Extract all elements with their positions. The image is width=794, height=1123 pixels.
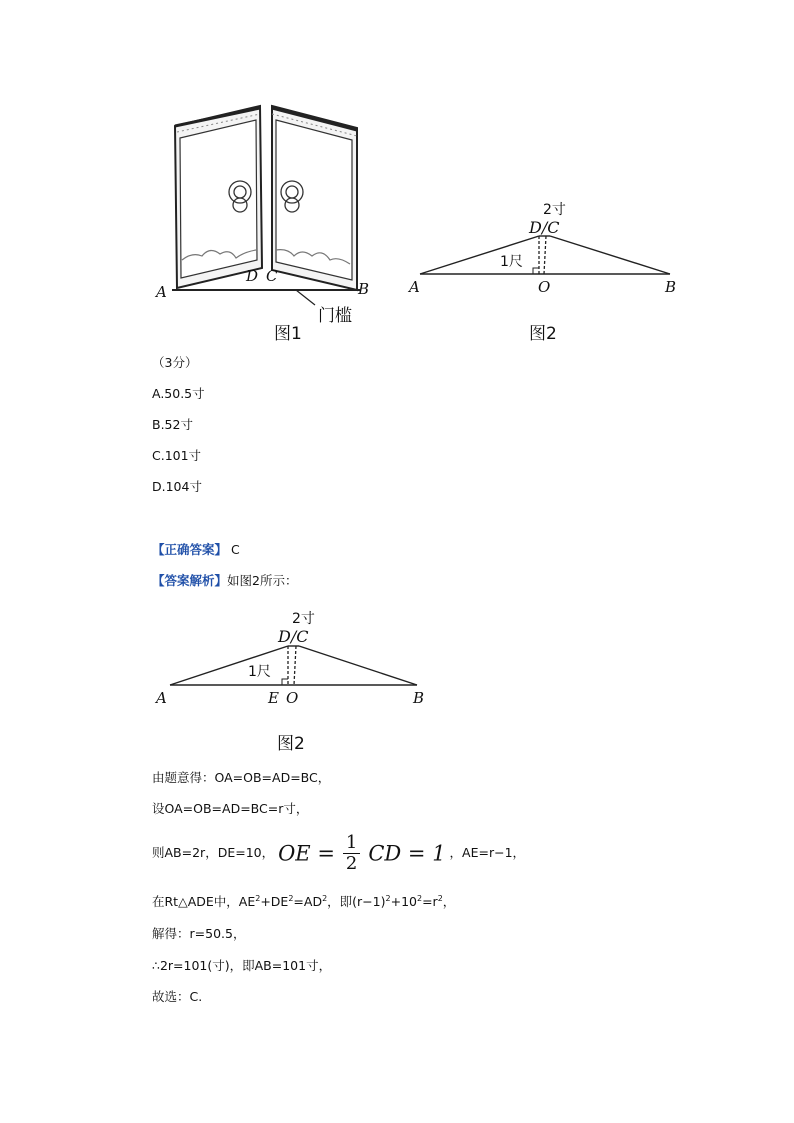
solution-line-6: ∴2r=101(寸)，即AB=101寸， — [152, 958, 332, 973]
superscript-2: 2 — [416, 893, 423, 903]
oe-formula-lhs: OE = — [278, 841, 335, 866]
fig2-height-label: 1尺 — [500, 254, 523, 270]
superscript-2: 2 — [255, 893, 261, 903]
figure-2-caption: 图2 — [529, 324, 557, 344]
analysis-label-a: A — [156, 689, 167, 707]
fig1-label-c: C — [266, 267, 278, 285]
eq-part-d: ，即(r−1) — [327, 894, 386, 909]
solution-line-5: 解得：r=50.5， — [152, 926, 246, 941]
figure-1 — [150, 100, 380, 345]
option-d: D.104寸 — [152, 479, 202, 494]
analysis-height-label: 1尺 — [248, 664, 271, 680]
fig1-label-b: B — [358, 280, 370, 298]
analysis-label-o: O — [286, 689, 299, 707]
superscript-2: 2 — [288, 893, 294, 903]
analysis-gap-label: 2寸 — [292, 611, 315, 627]
analysis-intro: 如图2所示： — [227, 573, 298, 588]
solution-line-3 — [152, 828, 525, 878]
eq-part-e: +10 — [390, 894, 417, 909]
analysis-label-b: B — [413, 689, 425, 707]
option-c: C.101寸 — [152, 448, 202, 463]
analysis-figure-caption: 图2 — [277, 734, 305, 754]
doors-illustration — [150, 100, 380, 315]
option-b: B.52寸 — [152, 417, 193, 432]
analysis-label-e: E — [268, 689, 279, 707]
fig2-label-a: A — [409, 278, 420, 296]
oe-formula-rhs: CD = 1 — [368, 841, 446, 866]
fig2-label-o: O — [538, 278, 551, 296]
eq-part-a: 在Rt△ADE中，AE — [152, 894, 256, 909]
fig1-label-a: A — [156, 283, 167, 301]
fig2-label-dc: D/C — [529, 218, 560, 237]
correct-answer — [152, 542, 240, 558]
fig2-label-b: B — [665, 278, 677, 296]
solution-line-2: 设OA=OB=AD=BC=r寸， — [152, 801, 309, 816]
figure-2 — [405, 195, 690, 345]
solution-line-3-post: ，AE=r−1， — [449, 845, 526, 860]
solution-line-3-pre: 则AB=2r，DE=10， — [152, 845, 275, 860]
analysis-heading — [152, 573, 297, 589]
fraction-denominator: 2 — [345, 853, 358, 874]
correct-answer-tag: 【正确答案】 — [152, 542, 228, 557]
option-a: A.50.5寸 — [152, 386, 205, 401]
superscript-2: 2 — [385, 893, 391, 903]
solution-line-7: 故选：C. — [152, 989, 203, 1004]
eq-part-f: =r — [422, 894, 438, 909]
correct-answer-value: C — [227, 542, 240, 557]
fig2-gap-label: 2寸 — [543, 202, 566, 218]
figure-1-caption: 图1 — [274, 324, 302, 344]
analysis-figure — [152, 605, 437, 755]
threshold-label: 门槛 — [318, 306, 352, 326]
eq-part-b: +DE — [260, 894, 289, 909]
fig1-label-d: D — [246, 267, 259, 285]
question-score: （3分） — [152, 355, 198, 370]
eq-part-g: ， — [442, 894, 456, 909]
solution-line-4 — [152, 894, 455, 910]
eq-part-c: =AD — [293, 894, 323, 909]
half-fraction — [343, 833, 360, 874]
superscript-2: 2 — [437, 893, 443, 903]
analysis-tag: 【答案解析】 — [152, 573, 228, 588]
analysis-label-dc: D/C — [278, 627, 309, 646]
solution-line-1: 由题意得：OA=OB=AD=BC， — [152, 770, 331, 785]
fraction-numerator: 1 — [343, 833, 360, 854]
superscript-2: 2 — [322, 893, 328, 903]
